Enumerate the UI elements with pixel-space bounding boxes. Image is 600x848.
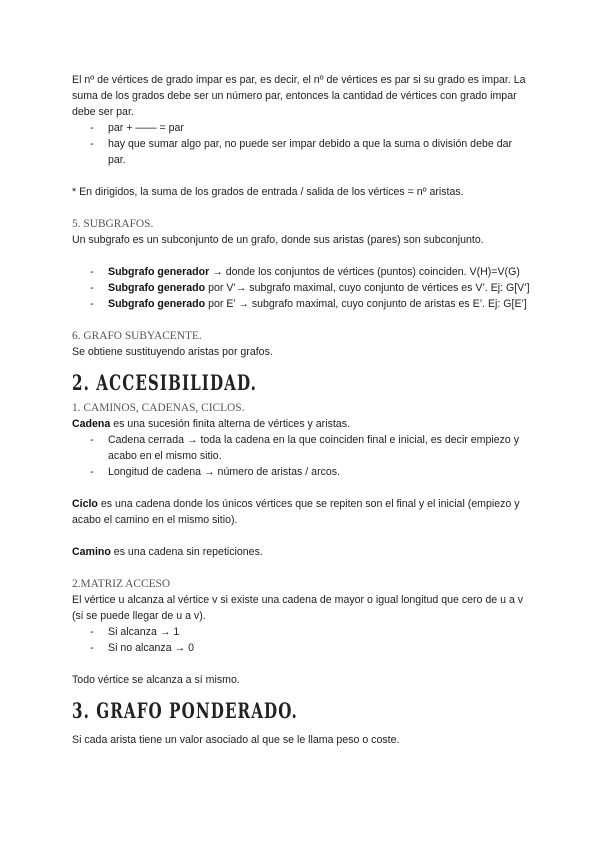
heading-caminos: 1. CAMINOS, CADENAS, CICLOS. [72,402,245,414]
camino-definition: Camino es una cadena sin repeticiones. [72,546,263,558]
alcanza-note: Todo vértice se alcanza a sí mismo. [72,674,240,686]
cadena-definition: Cadena es una sucesión finita alterna de vértices y aristas. [72,418,350,430]
heading-accesibilidad: 2. ACCESIBILIDAD. [72,370,257,395]
document-page [72,72,532,748]
list-item: - Si alcanza → 1 [90,626,180,638]
cadena-list [72,432,532,480]
heading-grafo-subyacente: 6. GRAFO SUBYACENTE. [72,330,202,342]
matriz-text: El vértice u alcanza al vértice v si existe una cadena de mayor o igual longitud que cero de u a v (si se puede llegar de u a v). [72,594,524,622]
list-item: - Longitud de cadena → número de aristas / arcos. [90,466,341,478]
heading-subgrafos: 5. SUBGRAFOS. [72,218,154,230]
degree-paragraph: El nº de vértices de grado impar es par, es decir, el nº de vértices es par si su grado es impar. La suma de los grados debe ser un número par, entonces la cantidad de vértices con grado impar debe ser par. [72,74,526,118]
subgrafo-intro: Un subgrafo es un subconjunto de un grafo, donde sus aristas (pares) son subconjunto. [72,234,484,246]
subgrafo-list [72,264,532,312]
ciclo-definition: Ciclo es una cadena donde los únicos vértices que se repiten son el final y el inicial (empiezo y acabo el camino en el mismo sitio). [72,498,520,526]
list-item: - par + —— = par [90,122,184,134]
ponderado-text: Si cada arista tiene un valor asociado al que se le llama peso o coste. [72,734,400,746]
directed-note: * En dirigidos, la suma de los grados de entrada / salida de los vértices = nº aristas. [72,186,464,198]
subyacente-text: Se obtiene sustituyendo aristas por grafos. [72,346,273,358]
list-item: - Subgrafo generador → donde los conjuntos de vértices (puntos) coinciden. V(H)=V(G) [90,266,520,278]
heading-grafo-ponderado: 3. GRAFO PONDERADO. [72,698,298,723]
matriz-list [72,624,532,656]
list-item: - hay que sumar algo par, no puede ser impar debido a que la suma o división debe dar par. [90,138,513,166]
list-item: - Si no alcanza → 0 [90,642,194,654]
list-item: - Subgrafo generado por V’→ subgrafo maximal, cuyo conjunto de vértices es V’. Ej: G[V’] [90,282,530,294]
degree-list [72,120,532,168]
heading-matriz-acceso: 2.MATRIZ ACCESO [72,578,171,590]
list-item: - Subgrafo generado por E’ → subgrafo maximal, cuyo conjunto de aristas es E’. Ej: G[E’] [90,298,527,310]
list-item: - Cadena cerrada → toda la cadena en la que coinciden final e inicial, es decir empiezo y acabo en el mismo sitio. [90,434,520,462]
